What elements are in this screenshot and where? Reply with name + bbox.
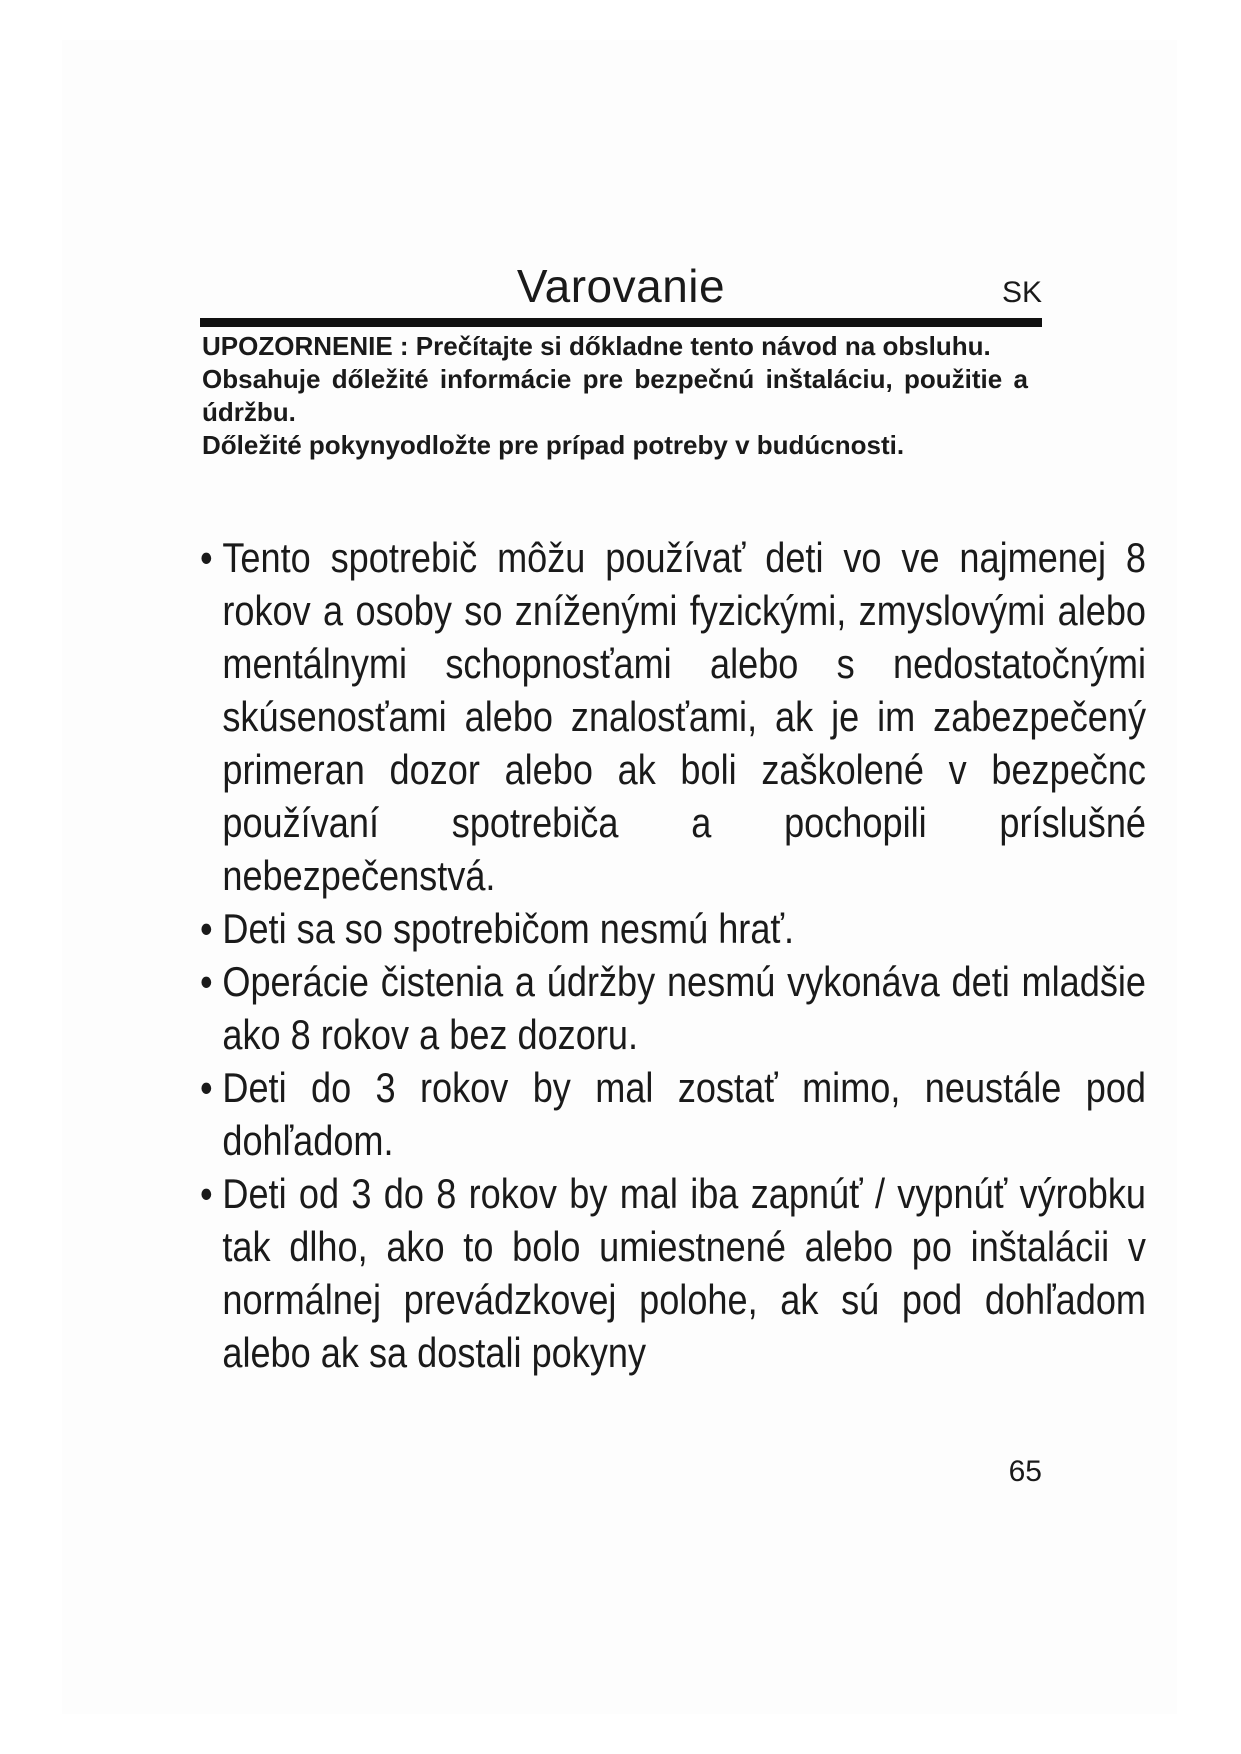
header-rule bbox=[200, 318, 1042, 327]
page-header bbox=[200, 258, 1042, 316]
bullet-icon: • bbox=[200, 534, 213, 581]
list-item bbox=[200, 955, 1146, 1061]
warning-line: Obsahuje dőležité informácie pre bezpečnú inštaláciu, použitie a údržbu. bbox=[202, 364, 1028, 427]
list-item-text: Deti od 3 do 8 rokov by mal iba zapnúť / vypnúť výrobku tak dlho, ako to bolo umiestnené alebo po inštalácii v normálnej prevádzkovej polohe, ak sú pod dohľadom alebo ak sa dostali pokyny bbox=[222, 1170, 1147, 1376]
bullet-area bbox=[0, 520, 1175, 1460]
language-code: SK bbox=[1001, 276, 1042, 309]
list-item bbox=[200, 902, 1146, 955]
list-item-text: Tento spotrebič môžu používať deti vo ve najmenej 8 rokov a osoby so zníženými fyzickými, zmyslovými alebo mentálnymi schopnosťami alebo s nedostatočnými skúsenosťami alebo znalosťami, ak je im zabezpečený primeran dozor alebo ak boli zaškolené v bezpečnc používaní spotrebiča a pochopili príslušné nebezpečenstvá. bbox=[222, 534, 1147, 899]
bullet-icon: • bbox=[200, 905, 213, 952]
list-item-text: Deti sa so spotrebičom nesmú hrať. bbox=[222, 905, 795, 952]
list-item bbox=[200, 1061, 1146, 1167]
page-title: Varovanie bbox=[516, 260, 726, 312]
list-item bbox=[200, 1167, 1146, 1379]
bullet-icon: • bbox=[200, 1170, 213, 1217]
bullet-icon: • bbox=[200, 1064, 213, 1111]
list-item-text: Operácie čistenia a údržby nesmú vykonáva deti mladšie ako 8 rokov a bez dozoru. bbox=[222, 958, 1147, 1058]
bullet-list bbox=[200, 531, 1146, 1379]
page-number: 65 bbox=[1008, 1455, 1042, 1488]
warning-line: Dőležité pokynyodložte pre prípad potreby v budúcnosti. bbox=[202, 430, 905, 460]
list-item bbox=[200, 531, 1146, 902]
warning-line: UPOZORNENIE : Prečítajte si dőkladne tento návod na obsluhu. bbox=[202, 331, 991, 361]
bullet-icon: • bbox=[200, 958, 213, 1005]
warning-notice bbox=[202, 330, 1028, 462]
list-item-text: Deti do 3 rokov by mal zostať mimo, neustále pod dohľadom. bbox=[222, 1064, 1147, 1164]
